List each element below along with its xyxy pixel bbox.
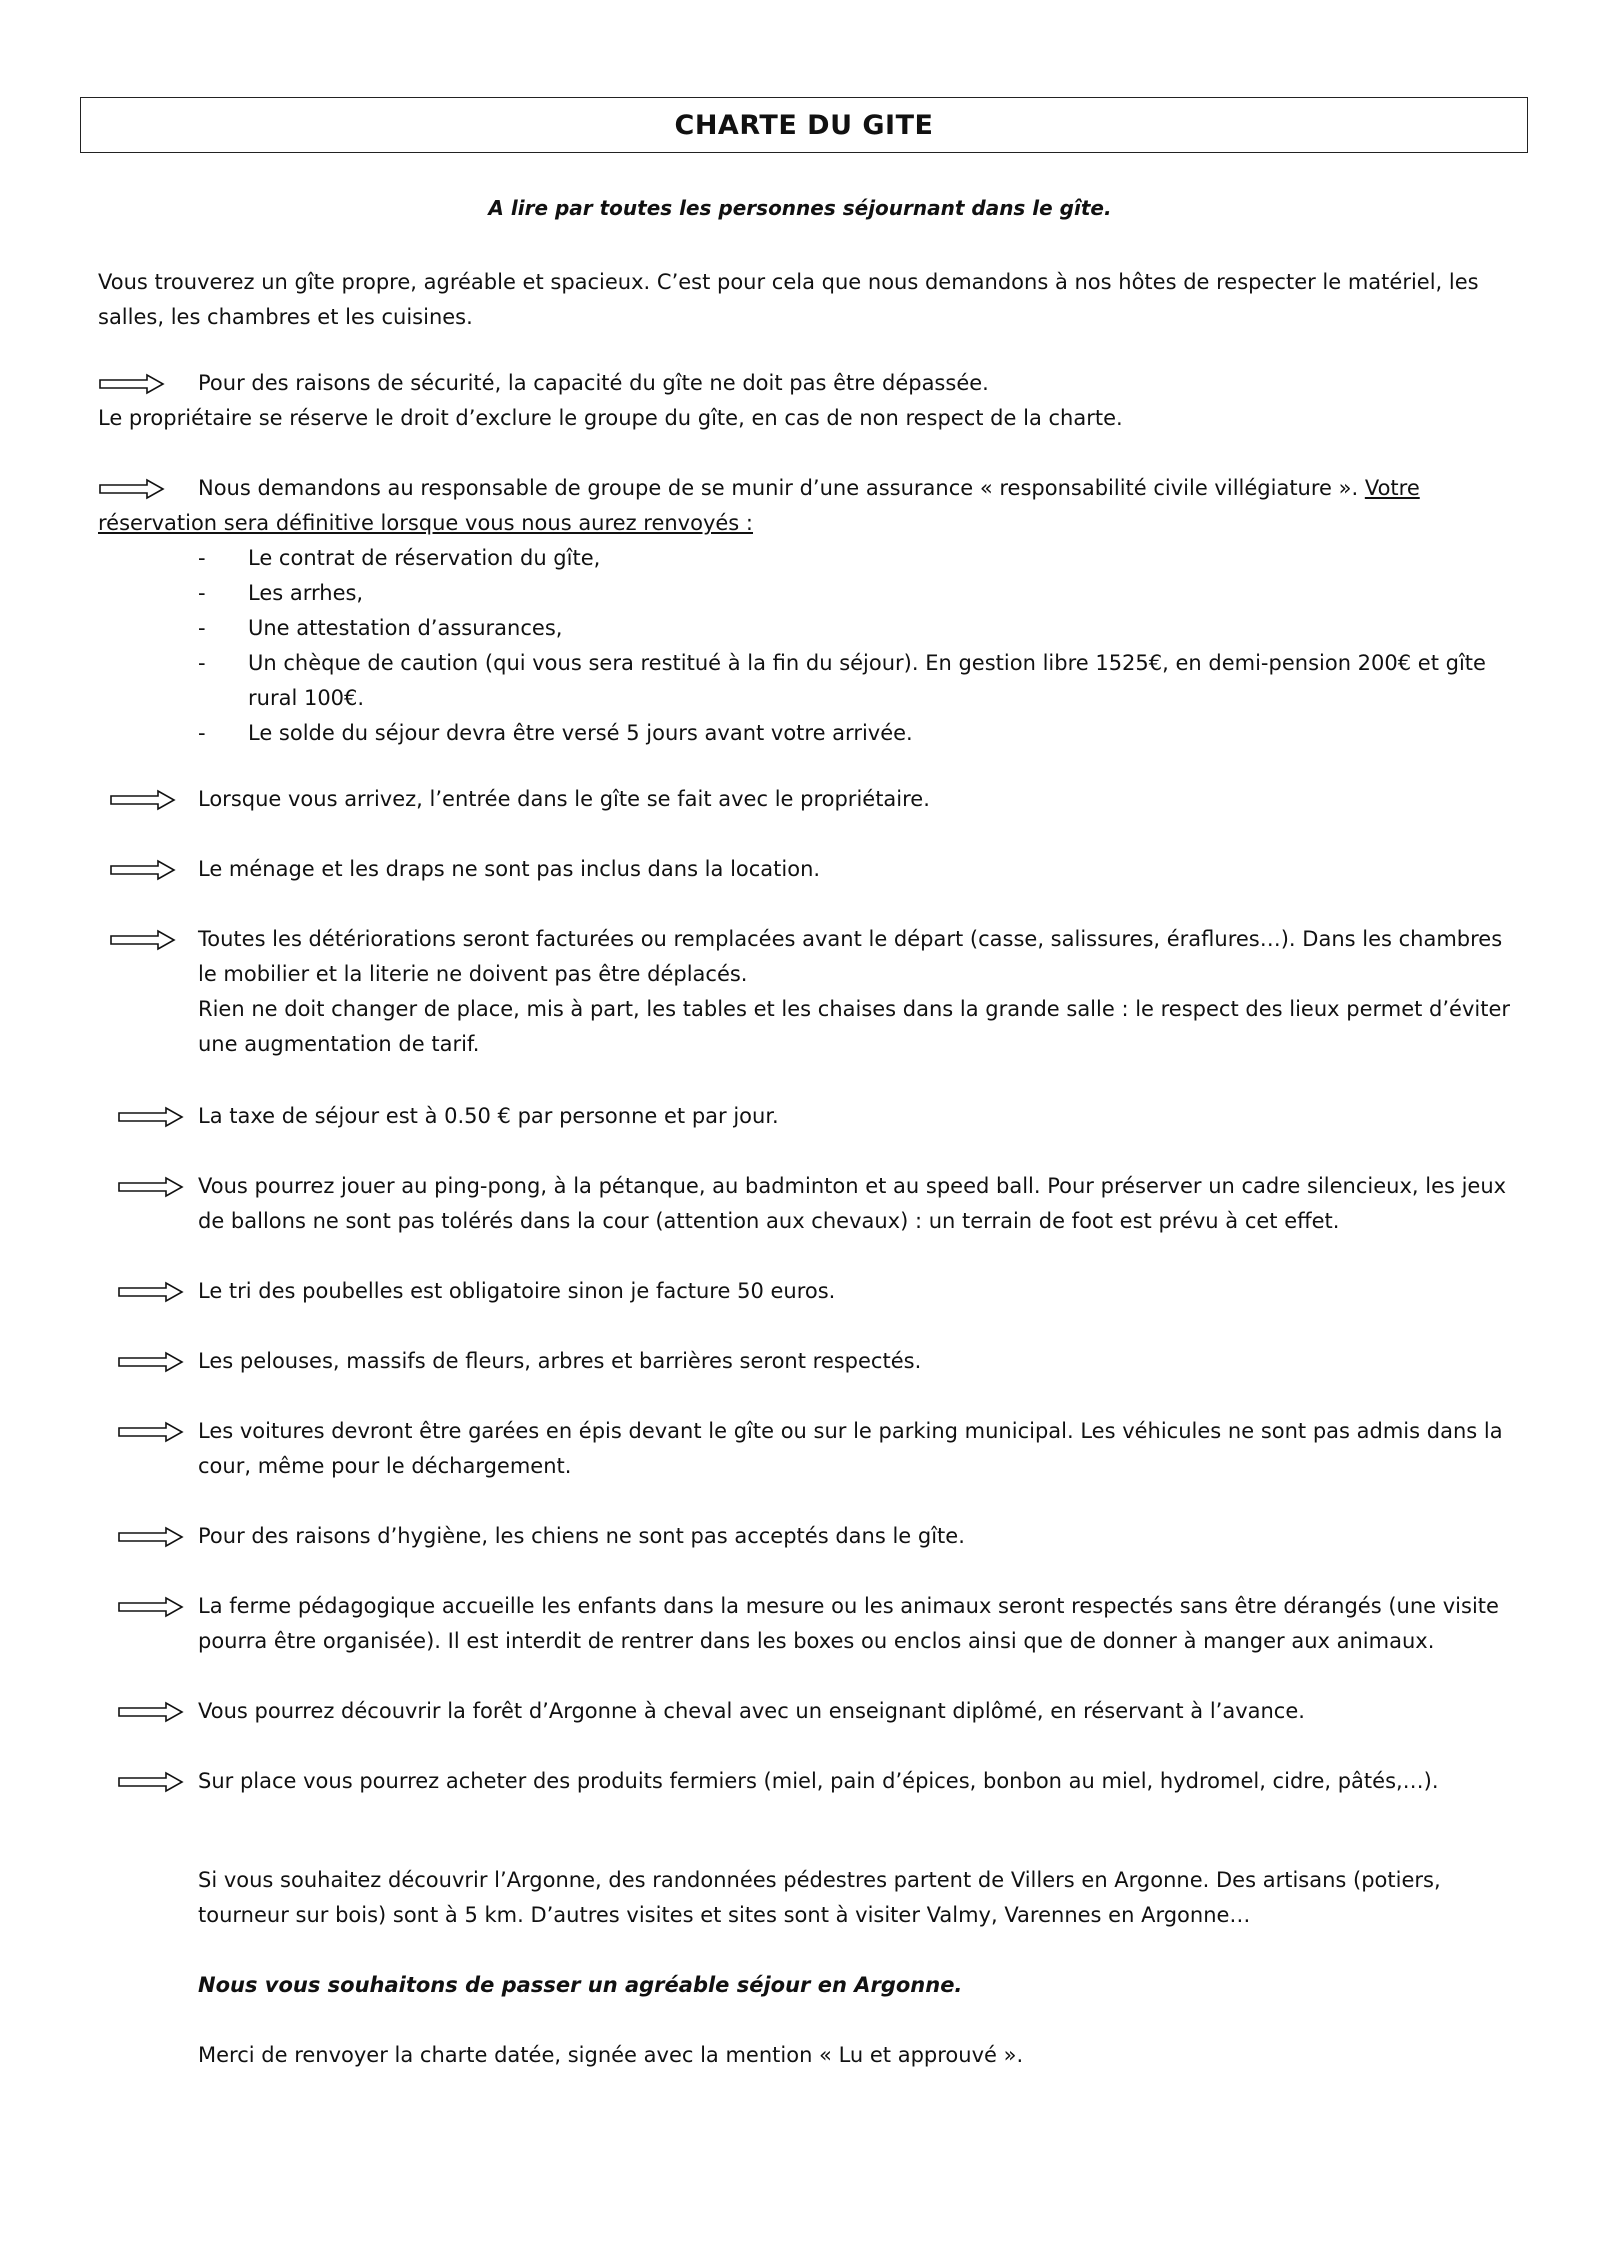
list-item: - Le contrat de réservation du gîte,: [198, 546, 601, 570]
rule-arrival: Lorsque vous arrivez, l’entrée dans le gîte se fait avec le propriétaire.: [198, 787, 930, 811]
arrow-right-icon: [118, 1281, 184, 1303]
list-item: - Une attestation d’assurances,: [198, 616, 563, 640]
closing-return: Merci de renvoyer la charte datée, signée avec la mention « Lu et approuvé ».: [198, 2043, 1024, 2067]
arrow-right-icon: [118, 1771, 184, 1793]
arrow-right-icon: [110, 929, 176, 951]
rule-damage-text: Toutes les détériorations seront facturées ou remplacées avant le départ (casse, salissures, éraflures…). Dans les chambres le mobilier et la literie ne doivent pas être déplacés.: [198, 927, 1503, 986]
arrow-right-icon: [118, 1596, 184, 1618]
rule-damage-extra: Rien ne doit changer de place, mis à part, les tables et les chaises dans la grande salle : le respect des lieux permet d’éviter une augmentation de tarif.: [198, 997, 1511, 1056]
intro-paragraph: Vous trouverez un gîte propre, agréable et spacieux. C’est pour cela que nous demandons à nos hôtes de respecter le matériel, les salles, les chambres et les cuisines.: [98, 270, 1479, 329]
arrow-right-icon: [99, 373, 165, 395]
rule-dogs: Pour des raisons d’hygiène, les chiens ne sont pas acceptés dans le gîte.: [198, 1524, 965, 1548]
rule-farm: La ferme pédagogique accueille les enfants dans la mesure ou les animaux seront respectés sans être dérangés (une visite pourra être organisée). Il est interdit de rentrer dans les boxes ou enclos ainsi que de donner à manger aux animaux.: [198, 1594, 1499, 1653]
rule-farm-products: Sur place vous pourrez acheter des produits fermiers (miel, pain d’épices, bonbon au miel, hydromel, cidre, pâtés,…).: [198, 1769, 1439, 1793]
rule-insurance-underline: Votre réservation sera définitive lorsque vous nous aurez renvoyés :: [98, 476, 1420, 535]
rule-tax: La taxe de séjour est à 0.50 € par personne et par jour.: [198, 1104, 779, 1128]
rule-insurance-text: Nous demandons au responsable de groupe de se munir d’une assurance « responsabilité civile villégiature ».: [198, 476, 1365, 500]
arrow-right-icon: [118, 1351, 184, 1373]
required-documents-list: [198, 541, 1518, 751]
list-item: - Un chèque de caution (qui vous sera restitué à la fin du séjour). En gestion libre 1525€, en demi-pension 200€ et gîte rural 100€.: [198, 651, 1486, 710]
arrow-right-icon: [118, 1176, 184, 1198]
arrow-right-icon: [118, 1701, 184, 1723]
arrow-right-icon: [110, 859, 176, 881]
rule-horse-riding: Vous pourrez découvrir la forêt d’Argonne à cheval avec un enseignant diplômé, en réservant à l’avance.: [198, 1699, 1305, 1723]
rule-lawns: Les pelouses, massifs de fleurs, arbres et barrières seront respectés.: [198, 1349, 922, 1373]
closing-wish: Nous vous souhaitons de passer un agréable séjour en Argonne.: [198, 1973, 963, 1997]
rule-insurance: [98, 471, 1518, 541]
closing-visits: Si vous souhaitez découvrir l’Argonne, des randonnées pédestres partent de Villers en Argonne. Des artisans (potiers, tourneur sur bois) sont à 5 km. D’autres visites et sites sont à visiter Valmy, Varennes en Argonne…: [198, 1868, 1441, 1927]
rule-parking: Les voitures devront être garées en épis devant le gîte ou sur le parking municipal. Les véhicules ne sont pas admis dans la cour, même pour le déchargement.: [198, 1419, 1503, 1478]
rule-capacity-note: Le propriétaire se réserve le droit d’exclure le groupe du gîte, en cas de non respect de la charte.: [98, 406, 1123, 430]
page-title: CHARTE DU GITE: [674, 109, 934, 141]
list-item: - Le solde du séjour devra être versé 5 jours avant votre arrivée.: [198, 721, 913, 745]
rule-games: Vous pourrez jouer au ping-pong, à la pétanque, au badminton et au speed ball. Pour préserver un cadre silencieux, les jeux de ballons ne sont pas tolérés dans la cour (attention aux chevaux) : un terrain de foot est prévu à cet effet.: [198, 1174, 1507, 1233]
rule-waste: Le tri des poubelles est obligatoire sinon je facture 50 euros.: [198, 1279, 836, 1303]
arrow-right-icon: [110, 789, 176, 811]
arrow-right-icon: [118, 1106, 184, 1128]
arrow-right-icon: [118, 1526, 184, 1548]
arrow-right-icon: [118, 1421, 184, 1443]
rule-capacity: Pour des raisons de sécurité, la capacité du gîte ne doit pas être dépassée.: [198, 371, 989, 395]
list-item: - Les arrhes,: [198, 581, 364, 605]
rule-cleaning: Le ménage et les draps ne sont pas inclus dans la location.: [198, 857, 821, 881]
rule-damage: [198, 922, 1518, 1062]
title-box: [80, 97, 1528, 153]
subtitle: A lire par toutes les personnes séjournant dans le gîte.: [488, 196, 1112, 220]
